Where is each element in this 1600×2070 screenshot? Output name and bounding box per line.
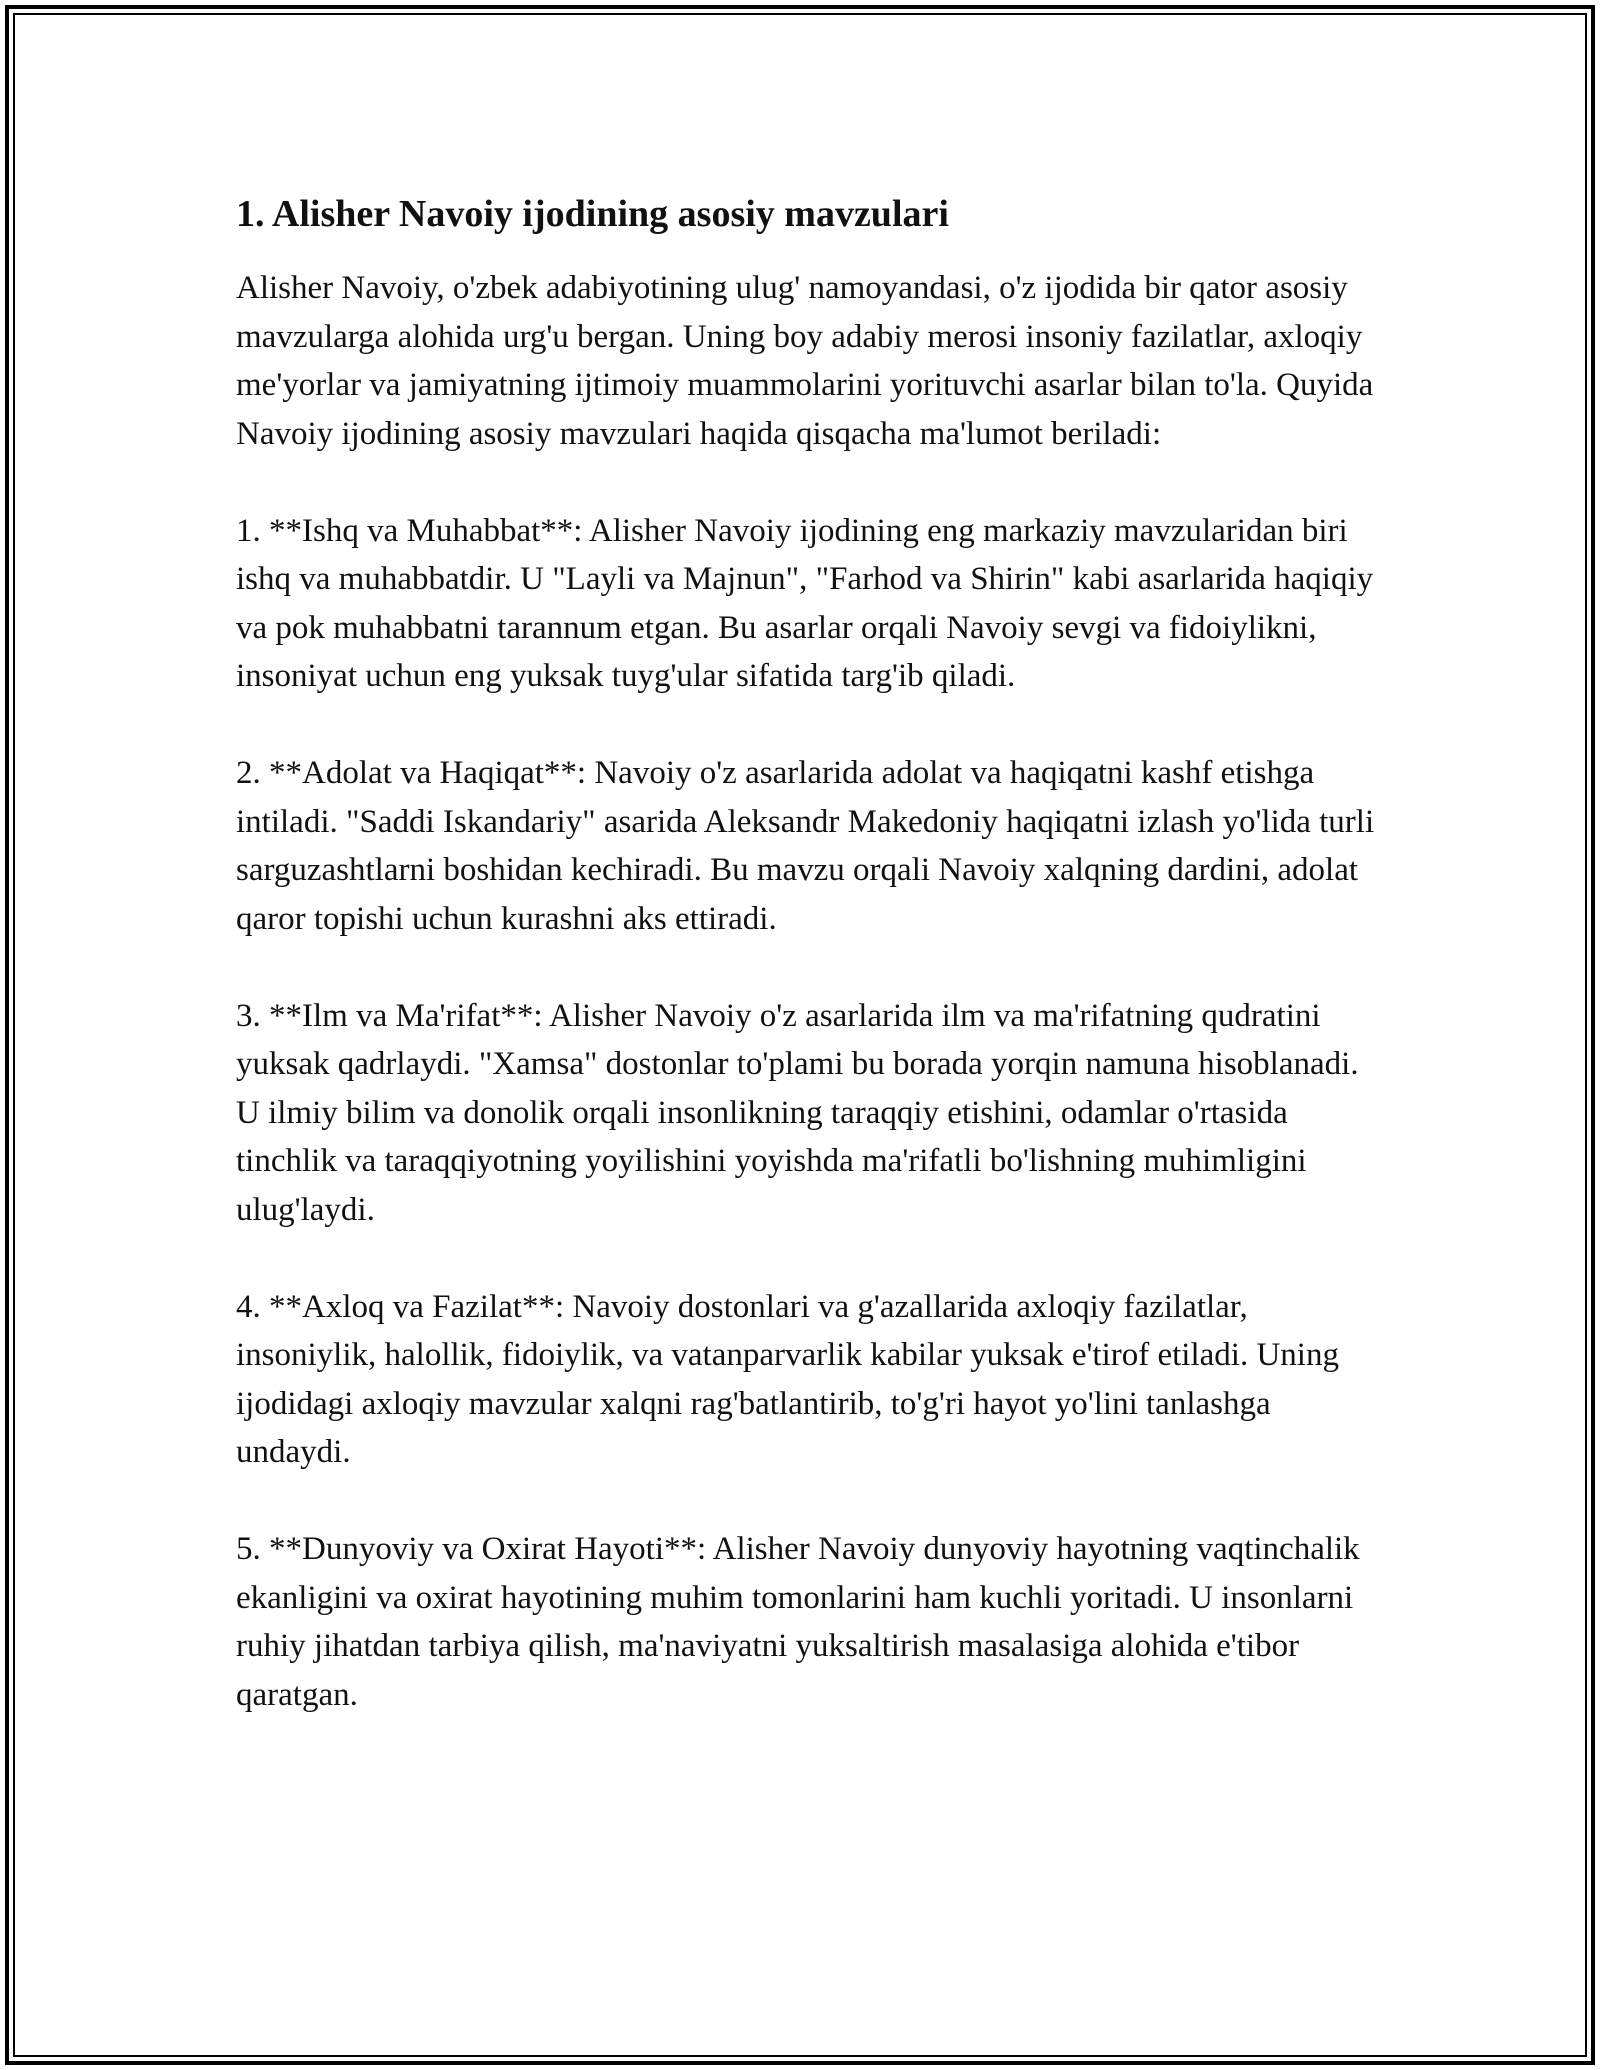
paragraph-dunyoviy-va-oxirat: 5. **Dunyoviy va Oxirat Hayoti**: Alisher Navoiy dunyoviy hayotning vaqtinchalik ekanligini va oxirat hayotining muhim tomonlarini ham kuchli yoritadi. U insonlarni ruhiy jihatdan tarbiya qilish, ma'naviyatni yuksaltirish masalasiga alohida e'tibor qaratgan. — [236, 1531, 1360, 1713]
intro-paragraph: Alisher Navoiy, o'zbek adabiyotining ulug' namoyandasi, o'z ijodida bir qator asosiy mavzularga alohida urg'u bergan. Uning boy adabiy merosi insoniy fazilatlar, axloqiy me'yorlar va jamiyatning ijtimoiy muammolarini yorituvchi asarlar bilan to'la. Quyida Navoiy ijodining asosiy mavzulari haqida qisqacha ma'lumot beriladi: — [236, 270, 1374, 452]
paragraph-ilm-va-marifat: 3. **Ilm va Ma'rifat**: Alisher Navoiy o'z asarlarida ilm va ma'rifatning qudratini yuksak qadrlaydi. "Xamsa" dostonlar to'plami bu borada yorqin namuna hisoblanadi. U ilmiy bilim va donolik orqali insonlikning taraqqiy etishini, odamlar o'rtasida tinchlik va taraqqiyotning yoyilishini yoyishda ma'rifatli bo'lishning muhimligini ulug'laydi. — [236, 997, 1359, 1228]
paragraph-ishq-va-muhabbat: 1. **Ishq va Muhabbat**: Alisher Navoiy ijodining eng markaziy mavzularidan biri ishq va muhabbatdir. U "Layli va Majnun", "Farhod va Shirin" kabi asarlarida haqiqiy va pok muhabbatni tarannum etgan. Bu asarlar orqali Navoiy sevgi va fidoiylikni, insoniyat uchun eng yuksak tuyg'ular sifatida targ'ib qiladi. — [236, 512, 1374, 694]
paragraph-adolat-va-haqiqat: 2. **Adolat va Haqiqat**: Navoiy o'z asarlarida adolat va haqiqatni kashf etishga intiladi. "Saddi Iskandariy" asarida Aleksandr Makedoniy haqiqatni izlash yo'lida turli sarguzashtlarni boshidan kechiradi. Bu mavzu orqali Navoiy xalqning dardini, adolat qaror topishi uchun kurashni aks ettiradi. — [236, 755, 1375, 937]
document-body — [236, 190, 1376, 1768]
paragraph-axloq-va-fazilat: 4. **Axloq va Fazilat**: Navoiy dostonlari va g'azallarida axloqiy fazilatlar, insoniylik, halollik, fidoiylik, va vatanparvarlik kabilar yuksak e'tirof etiladi. Uning ijodidagi axloqiy mavzular xalqni rag'batlantirib, to'g'ri hayot yo'lini tanlashga undaydi. — [236, 1288, 1339, 1470]
section-title: 1. Alisher Navoiy ijodining asosiy mavzulari — [236, 193, 949, 235]
